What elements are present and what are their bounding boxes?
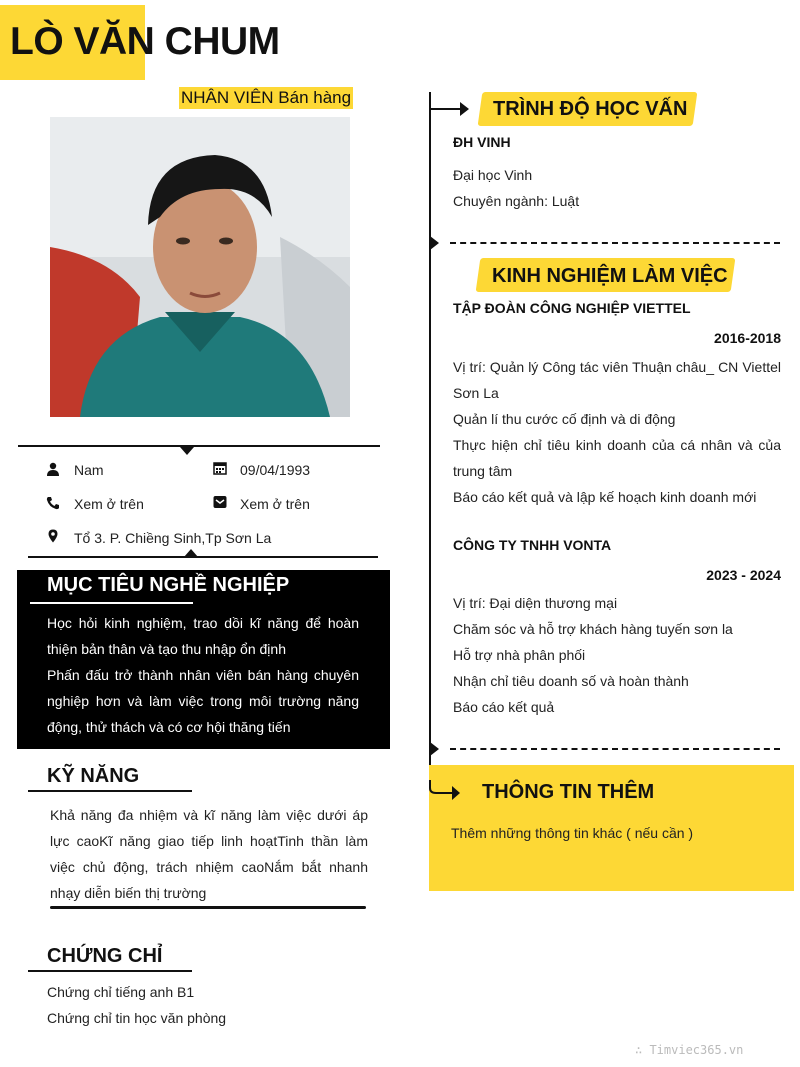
job-line: Báo cáo kết quả và lập kế hoạch kinh doanh mới [453,489,757,505]
skills-bottom-line [50,906,366,909]
job-line: Thực hiện chỉ tiêu kinh doanh của cá nhân và của trung tâm [453,437,781,479]
certificate-item: Chứng chỉ tin học văn phòng [47,1010,227,1026]
job-line: Báo cáo kết quả [453,699,555,715]
divider-arrow-icon [430,742,439,756]
job-company: TẬP ĐOÀN CÔNG NGHIỆP VIETTEL [453,300,691,316]
job-line: Quản lí thu cước cố định và di động [453,411,676,427]
divider-arrow-icon [430,236,439,250]
contact-top-line [18,445,380,447]
email-icon [213,495,227,509]
certificate-item: Chứng chỉ tiếng anh B1 [47,984,195,1000]
certificates-title: CHỨNG CHỈ [47,945,163,967]
job-line: Vị trí: Quản lý Công tác viên Thuận châu_ CN Viettel Sơn La [453,359,781,401]
extra-arrow-icon [429,780,461,802]
certificates-underline [28,970,192,972]
job-details [453,354,781,510]
timeline-line [429,92,431,792]
education-arrow-icon [460,102,469,116]
objective-underline [30,602,193,604]
education-school: Đại học Vinh [453,167,533,183]
extra-info-title: THÔNG TIN THÊM [482,781,655,803]
avatar [50,117,350,417]
objective-line: Phấn đấu trở thành nhân viên bán hàng chuyên nghiệp hơn và làm việc trong môi trường năng động, thử thách và có cơ hội thăng tiến [47,667,359,735]
section-divider [450,748,780,750]
job-period: 2016-2018 [714,330,781,346]
skills-text: Khả năng đa nhiệm và kĩ năng làm việc dưới áp lực caoKĩ năng giao tiếp linh hoạtTinh thần làm việc chủ động, trách nhiệm caoNắm bắt nhanh nhạy diễn biến thị trường [50,807,368,901]
job-company: CÔNG TY TNHH VONTA [453,537,612,553]
user-icon [46,462,60,476]
education-major: Chuyên ngành: Luật [453,193,580,209]
phone-text: Xem ở trên [74,496,144,512]
skills-title: KỸ NĂNG [47,765,140,787]
job-line: Nhận chỉ tiêu doanh số và hoàn thành [453,673,689,689]
job-line: Vị trí: Đại diện thương mại [453,595,618,611]
education-connector [430,108,462,110]
watermark: ∴ Timviec365.vn [635,1043,744,1057]
skills-underline [28,790,192,792]
job-position: NHÂN VIÊN Bán hàng [181,88,352,107]
job-line: Chăm sóc và hỗ trợ khách hàng tuyến sơn la [453,621,733,637]
location-icon [46,529,60,543]
job-details [453,590,781,720]
education-title: TRÌNH ĐỘ HỌC VẤN [493,98,688,120]
education-school-short: ĐH VINH [453,134,511,150]
section-divider [450,242,780,244]
candidate-name: LÒ VĂN CHUM [10,20,280,63]
contact-bottom-line [28,556,378,558]
birthday-text: 09/04/1993 [240,462,311,478]
contact-top-arrow [180,447,194,455]
experience-title: KINH NGHIỆM LÀM VIỆC [492,265,728,287]
email-text: Xem ở trên [240,496,310,512]
objective-title: MỤC TIÊU NGHỀ NGHIỆP [47,574,290,596]
gender-text: Nam [74,462,104,478]
extra-info-text: Thêm những thông tin khác ( nếu cần ) [451,825,694,841]
calendar-icon [213,461,227,475]
job-period: 2023 - 2024 [706,567,781,583]
address-text: Tổ 3. P. Chiềng Sinh,Tp Sơn La [74,530,272,546]
phone-icon [46,496,60,510]
job-line: Hỗ trợ nhà phân phối [453,647,586,663]
objective-text [47,610,359,740]
objective-line: Học hỏi kinh nghiệm, trao dồi kĩ năng để hoàn thiện bản thân và tạo thu nhập ổn định [47,615,359,657]
